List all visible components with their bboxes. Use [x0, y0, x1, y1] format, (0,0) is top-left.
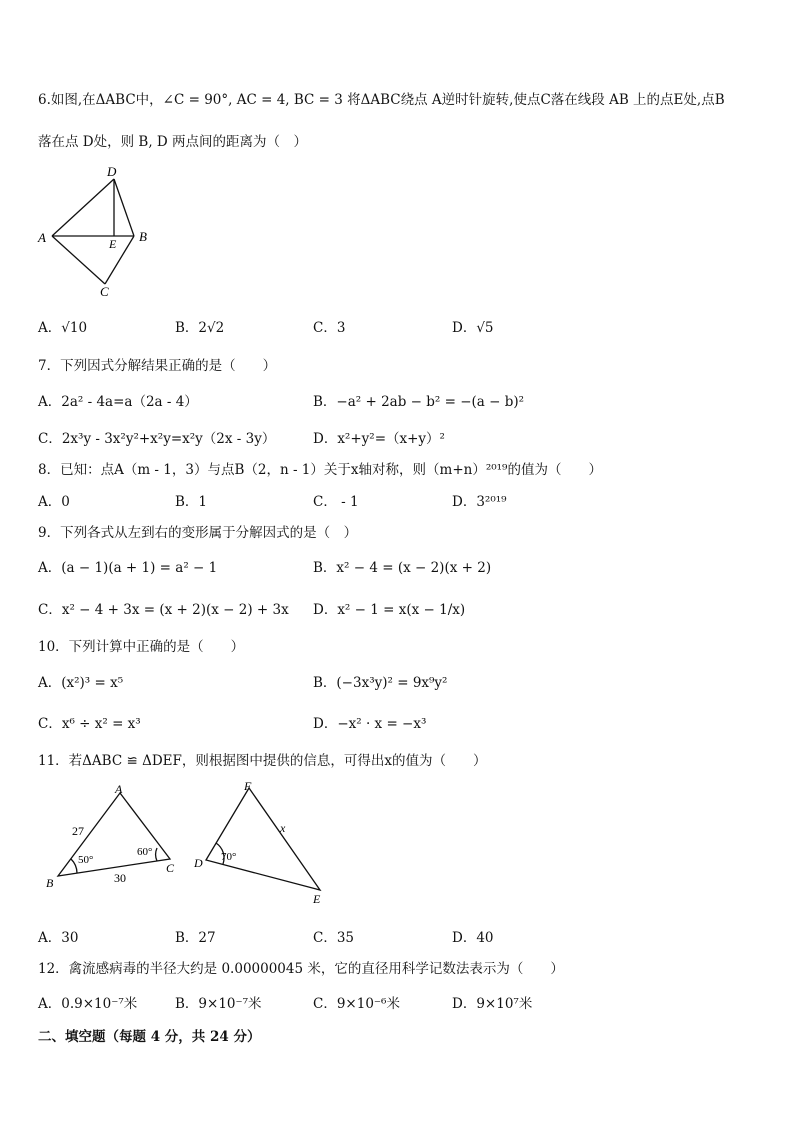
q8-option-d: D．3²⁰¹⁹	[452, 494, 507, 510]
q12-option-b: B．9×10⁻⁷米	[175, 996, 262, 1012]
q6-label-e: E	[109, 237, 117, 251]
q7-stem: 7．下列因式分解结果正确的是（ ）	[38, 358, 277, 374]
q8-option-b: B．1	[175, 494, 208, 510]
q11-label-b: B	[46, 876, 54, 890]
q11-congruent-triangles-figure	[38, 780, 338, 910]
q12-stem: 12．禽流感病毒的半径大约是 0.00000045 米，它的直径用科学记数法表示为（ ）	[38, 961, 564, 977]
q7-option-b: B．−a² + 2ab − b² = −(a − b)²	[313, 394, 525, 410]
q11-label-e: E	[313, 892, 321, 906]
q9-option-a: A．(a − 1)(a + 1) = a² − 1	[38, 560, 218, 576]
q6-rotation-figure	[30, 160, 170, 300]
q9-stem: 9．下列各式从左到右的变形属于分解因式的是（ ）	[38, 525, 358, 541]
q9-option-d: D．x² − 1 = x(x − 1/x)	[313, 602, 466, 618]
q11-stem: 11．若ΔABC ≌ ΔDEF，则根据图中提供的信息，可得出x的值为（ ）	[38, 753, 487, 769]
q7-option-a: A．2a² - 4a=a（2a - 4）	[38, 394, 198, 410]
q11-label-f: F	[244, 780, 252, 793]
q8-option-c: C． - 1	[313, 494, 359, 510]
q11-side-ab: 27	[72, 824, 84, 838]
q11-label-a: A	[115, 782, 123, 796]
q6-stem-line2: 落在点 D处，则 B, D 两点间的距离为（ ）	[38, 134, 308, 150]
q6-option-d: D．√5	[452, 320, 494, 336]
q6-label-a: A	[38, 230, 46, 245]
q11-angle-c: 60°	[137, 846, 153, 858]
q9-option-c: C．x² − 4 + 3x = (x + 2)(x − 2) + 3x	[38, 602, 289, 618]
q6-option-c: C．3	[313, 320, 346, 336]
q12-option-a: A．0.9×10⁻⁷米	[38, 996, 138, 1012]
q10-option-b: B．(−3x³y)² = 9x⁹y²	[313, 675, 448, 691]
q6-label-b: B	[139, 229, 147, 244]
q11-label-d: D	[194, 856, 203, 870]
q8-stem: 8．已知：点A（m - 1，3）与点B（2，n - 1）关于x轴对称，则（m+n）²⁰¹⁹的值为（ ）	[38, 462, 602, 478]
q6-label-c: C	[100, 284, 109, 299]
q11-option-c: C．35	[313, 930, 355, 946]
q11-side-bc: 30	[114, 871, 126, 885]
q6-label-d: D	[107, 164, 117, 179]
q11-option-b: B．27	[175, 930, 216, 946]
q11-angle-b: 50°	[78, 854, 94, 866]
q10-option-c: C．x⁶ ÷ x² = x³	[38, 716, 141, 732]
q11-angle-d: 70°	[221, 851, 237, 863]
q10-option-a: A．(x²)³ = x⁵	[38, 675, 124, 691]
q9-option-b: B．x² − 4 = (x − 2)(x + 2)	[313, 560, 492, 576]
section-2-title: 二、填空题（每题 4 分，共 24 分）	[38, 1029, 261, 1045]
q8-option-a: A．0	[38, 494, 70, 510]
q10-option-d: D．−x² · x = −x³	[313, 716, 427, 732]
q6-stem-line1: 6.如图,在ΔABC中，∠C = 90°, AC = 4, BC = 3 将ΔABC绕点 A逆时针旋转,使点C落在线段 AB 上的点E处,点B	[38, 92, 725, 108]
q11-side-fe: x	[280, 821, 286, 835]
q7-option-c: C．2x³y - 3x²y²+x²y=x²y（2x - 3y）	[38, 431, 276, 447]
q7-option-d: D．x²+y²=（x+y）²	[313, 431, 445, 447]
q12-option-d: D．9×10⁷米	[452, 996, 533, 1012]
q11-label-c: C	[166, 861, 175, 875]
q6-option-a: A．√10	[38, 320, 88, 336]
q10-stem: 10．下列计算中正确的是（ ）	[38, 639, 245, 655]
q12-option-c: C．9×10⁻⁶米	[313, 996, 400, 1012]
q6-option-b: B．2√2	[175, 320, 225, 336]
q11-option-a: A．30	[38, 930, 79, 946]
q11-option-d: D．40	[452, 930, 494, 946]
